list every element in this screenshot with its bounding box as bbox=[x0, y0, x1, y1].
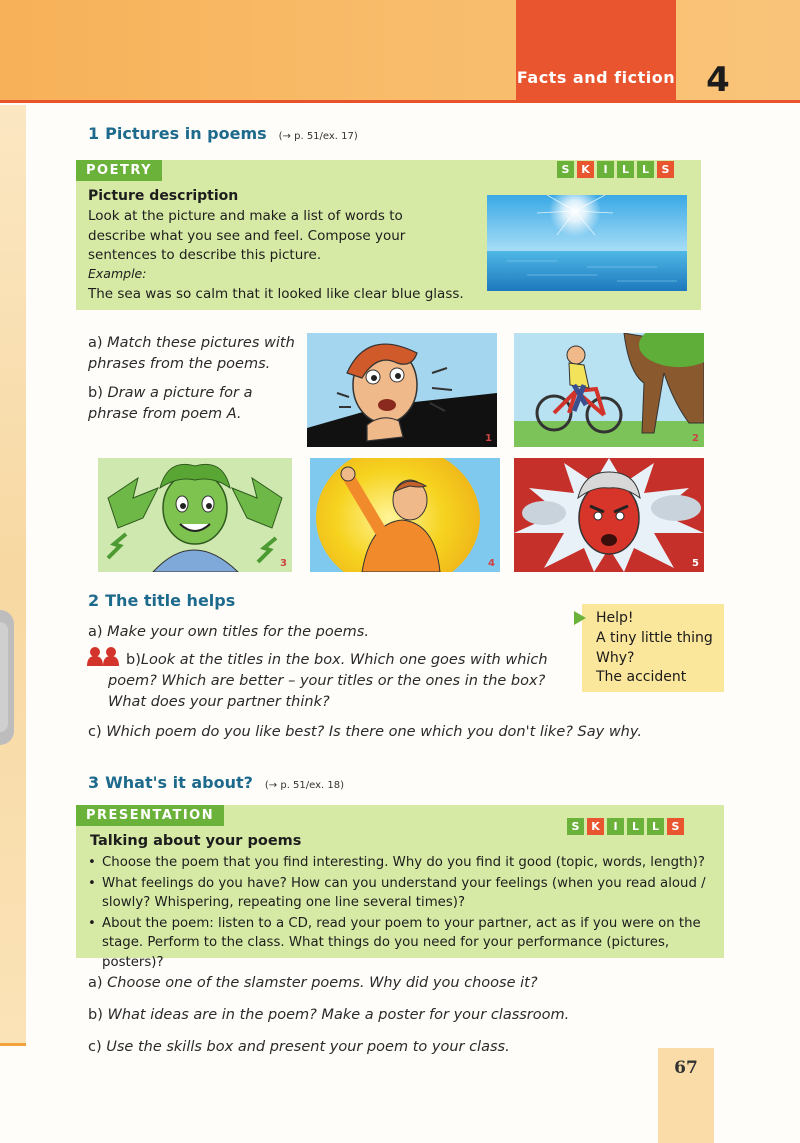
task-text: Make your own titles for the poems. bbox=[107, 624, 369, 640]
example-sentence: The sea was so calm that it looked like clear blue glass. bbox=[88, 286, 464, 302]
task-2a bbox=[88, 622, 558, 643]
bullet-dot: • bbox=[88, 875, 96, 891]
task-letter: b) bbox=[88, 385, 103, 401]
page-reference: (→ p. 51/ex. 18) bbox=[264, 780, 345, 791]
skill-letter: L bbox=[647, 818, 664, 835]
task-text: Match these pictures with phrases from the poems. bbox=[88, 335, 295, 372]
skill-letter: L bbox=[617, 161, 634, 178]
picture-3-green-face bbox=[98, 458, 292, 572]
task-text: Look at the titles in the box. Which one goes with which poem? Which are better – your titles or the ones in the box? What does your partner think? bbox=[108, 652, 548, 710]
task-letter: a) bbox=[88, 975, 103, 991]
task-text: Draw a picture for a phrase from poem A. bbox=[88, 385, 253, 422]
help-arrow-icon bbox=[574, 611, 586, 625]
picture-4-reaching-boy bbox=[310, 458, 500, 572]
skill-letter: S bbox=[567, 818, 584, 835]
section-title: What's it about? bbox=[105, 773, 253, 792]
skills-badges bbox=[567, 818, 684, 835]
skill-letter: S bbox=[557, 161, 574, 178]
section-number: 2 bbox=[88, 591, 100, 610]
task-3c bbox=[88, 1037, 648, 1058]
task-2c bbox=[88, 722, 688, 743]
skill-letter: S bbox=[657, 161, 674, 178]
box-title: Talking about your poems bbox=[90, 833, 302, 849]
picture-2-cyclist-tree bbox=[514, 333, 704, 447]
header-rule bbox=[0, 100, 800, 103]
bullet-dot: • bbox=[88, 915, 96, 931]
picture-number: 5 bbox=[692, 558, 699, 569]
section-number: 1 bbox=[88, 124, 100, 143]
task-letter: b) bbox=[126, 652, 141, 668]
bullet-item bbox=[88, 914, 718, 973]
skill-letter: L bbox=[637, 161, 654, 178]
task-text: What ideas are in the poem? Make a poster for your classroom. bbox=[107, 1007, 570, 1023]
bullet-text: What feelings do you have? How can you understand your feelings (when you read aloud / slowly? Whispering, repeating one line several times)? bbox=[102, 875, 706, 910]
task-1a bbox=[88, 333, 303, 375]
help-item: The accident bbox=[596, 669, 687, 685]
task-letter: b) bbox=[88, 1007, 103, 1023]
box-instructions: Look at the picture and make a list of words to describe what you see and feel. Compose your sentences to describe this picture. bbox=[88, 208, 406, 263]
task-text: Choose one of the slamster poems. Why did you choose it? bbox=[107, 975, 538, 991]
picture-5-angry-face bbox=[514, 458, 704, 572]
picture-number: 3 bbox=[280, 558, 287, 569]
section-1-heading bbox=[88, 124, 358, 143]
bullet-item bbox=[88, 853, 718, 873]
page-reference: (→ p. 51/ex. 17) bbox=[278, 131, 358, 142]
section-title: Pictures in poems bbox=[105, 124, 267, 143]
skill-letter: K bbox=[587, 818, 604, 835]
picture-number: 4 bbox=[488, 558, 495, 569]
presentation-tag: PRESENTATION bbox=[76, 805, 224, 826]
skill-letter: K bbox=[577, 161, 594, 178]
task-2b bbox=[108, 650, 563, 713]
sea-picture bbox=[487, 195, 687, 291]
page-number: 67 bbox=[674, 1058, 698, 1078]
section-number: 3 bbox=[88, 773, 100, 792]
bullet-item bbox=[88, 874, 718, 913]
page-edge-knob-inner bbox=[0, 622, 8, 732]
task-text: Which poem do you like best? Is there one which you don't like? Say why. bbox=[106, 724, 642, 740]
task-3a bbox=[88, 973, 708, 994]
presentation-bullets bbox=[88, 853, 718, 972]
skill-letter: L bbox=[627, 818, 644, 835]
picture-1-surprised-face bbox=[307, 333, 497, 447]
help-label: Help! bbox=[596, 610, 634, 626]
chapter-header-band bbox=[0, 0, 800, 100]
bullet-text: About the poem: listen to a CD, read your poem to your partner, act as if you were on the stage. Perform to the class. What things do you need for your performance (pictures, posters)? bbox=[102, 915, 701, 970]
help-item: A tiny little thing bbox=[596, 630, 713, 646]
box-title: Picture description bbox=[88, 188, 239, 204]
help-item: Why? bbox=[596, 650, 635, 666]
left-decor-strip bbox=[0, 105, 26, 1045]
task-letter: a) bbox=[88, 335, 103, 351]
chapter-number: 4 bbox=[706, 60, 730, 100]
task-1b bbox=[88, 383, 273, 425]
skills-badges bbox=[557, 161, 674, 178]
task-3b bbox=[88, 1005, 708, 1026]
task-letter: c) bbox=[88, 724, 102, 740]
poetry-tag: POETRY bbox=[76, 160, 162, 181]
left-strip-rule bbox=[0, 1043, 26, 1046]
picture-number: 1 bbox=[485, 433, 492, 444]
section-title: The title helps bbox=[105, 591, 236, 610]
task-letter: c) bbox=[88, 1039, 102, 1055]
section-3-heading bbox=[88, 773, 344, 792]
picture-number: 2 bbox=[692, 433, 699, 444]
task-text: Use the skills box and present your poem to your class. bbox=[106, 1039, 510, 1055]
bullet-text: Choose the poem that you find interesting. Why do you find it good (topic, words, length)? bbox=[102, 855, 705, 870]
section-2-heading bbox=[88, 591, 235, 610]
bullet-dot: • bbox=[88, 855, 96, 870]
skill-letter: I bbox=[607, 818, 624, 835]
skill-letter: S bbox=[667, 818, 684, 835]
chapter-title: Facts and fiction bbox=[516, 68, 676, 87]
skill-letter: I bbox=[597, 161, 614, 178]
example-label: Example: bbox=[88, 266, 147, 281]
task-letter: a) bbox=[88, 624, 103, 640]
